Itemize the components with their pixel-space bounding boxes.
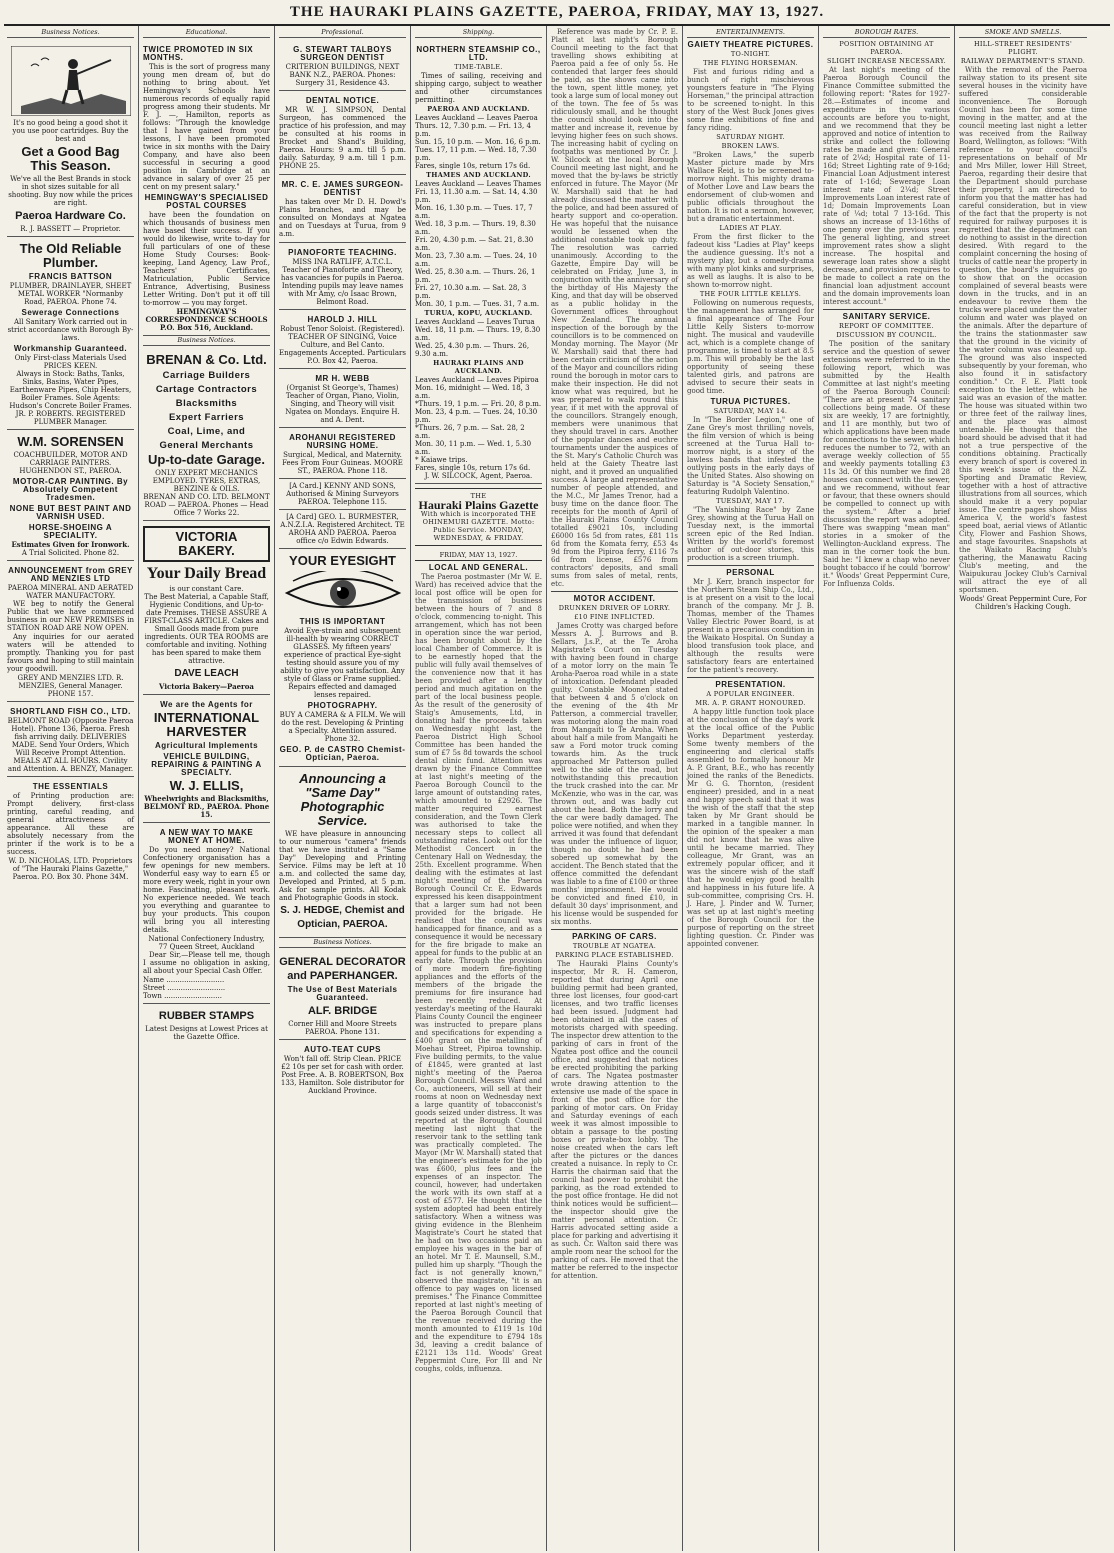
broken-body: "Broken Laws," the superb Master picture made by Mrs Wallace Reid, is to be screened to-morrow night. This mighty drama of Mother Love and Law bears the endorsement of club-women and public officials throughout the nation. It is not a sermon, however, but a dramatic entertainment. bbox=[687, 151, 814, 223]
harvester: INTERNATIONAL HARVESTER bbox=[153, 710, 260, 739]
bakery-heading: VICTORIA BAKERY. bbox=[143, 526, 270, 562]
divider bbox=[823, 309, 950, 310]
route-4-row: Mon. 16, midnight — Wed. 18, 3 a.m. bbox=[415, 384, 530, 400]
parking-sub2: PARKING PLACE ESTABLISHED. bbox=[555, 951, 674, 959]
twice-body: This is the sort of progress many young men dream of, but do nothing to bring about. Yet Hemingway's Schools have numerous records of equally rapid progress among their students. Mr F. J. —, Hamilton, reports as follows: "Through the knowledge that I have gained from your lessons, I have been promoted twice in six months with the Dairy Company, and have also been successful in securing a good position in Cambridge at an advance in salary of over 25 per cent on my present salary." bbox=[143, 63, 270, 191]
eye-icon bbox=[283, 571, 403, 615]
slight-heading: SLIGHT INCREASE NECESSARY. bbox=[826, 57, 947, 65]
ad-bakery bbox=[143, 521, 270, 695]
ad-plumber bbox=[7, 237, 134, 430]
brenan-addr: BRENAN AND CO. LTD. BELMONT ROAD — PAEROA. Phones — Head Office 7 Works 22. bbox=[143, 493, 270, 517]
general-decorator: GENERAL DECORATOR and PAPERHANGER. bbox=[279, 956, 406, 982]
sanitary-body: The position of the sanitary service and the question of sewer extensions were referred to in the following report, which was submitted by the Health Committee at last night's meeting of the Paeroa Borough Council: "There are at present 74 sanitary collections being made. Of these six are weekly, 17 are fortnightly, and 11 are monthly, but two of which applications have been made for connections to the sewer, which reduces the number to 72, with an average weekly collection of 55 and weekly payments totalling £3 11s 3d. Of this number we find 28 houses can connect with the sewer, and we recommend, without fear or favour, that these owners should be compelled to connect up with the system." After a brief discussion the report was adopted. There was swapping "mean man" stories in a smoker of the Wellington-Auckland express. The man in the corner took the bun. Said he: "I knew a chap who never bought tobacco if he could 'borrow' it." Woods' Great Peppermint Cure, For Influenza Colds. bbox=[823, 340, 950, 588]
ad-hill bbox=[279, 310, 406, 369]
bridge-name: ALF. BRIDGE bbox=[307, 1005, 378, 1017]
ad-kenny bbox=[279, 479, 406, 510]
plumber-heading: The Old Reliable Plumber. bbox=[19, 241, 122, 270]
broken-heading: BROKEN LAWS. bbox=[721, 142, 780, 150]
fish-desc: BELMONT ROAD (Opposite Paeroa Hotel). Phone 136, Paeroa. Fresh fish arriving daily. DELIVERIES MADE. Send Your Orders, Which Will Receive Prompt Attention. MEALS AT ALL HOURS. Civility and Attention. A. BENZY, Manager. bbox=[7, 717, 134, 773]
route-1-heading: PAEROA AND AUCKLAND. bbox=[427, 105, 530, 113]
paper-sub: With which is incorporated THE OHINEMURI GAZETTE. Motto: Public Service. MONDAY, WEDNESDAY, & FRIDAY. bbox=[420, 510, 537, 542]
masthead bbox=[4, 0, 1110, 26]
route-2-row: Leaves Auckland — Leaves Thames bbox=[415, 180, 542, 188]
dear-sir: Dear Sir,—Please tell me, though I assume no obligation in asking, all about your Special Cash Offer. bbox=[143, 951, 270, 975]
route-4-row: *Thurs. 19, 1 p.m. — Fri. 20, 8 p.m. bbox=[415, 400, 542, 408]
northern-heading: NORTHERN STEAMSHIP CO., LTD. bbox=[416, 45, 541, 62]
route-4-heading: HAURAKI PLAINS AND AUCKLAND. bbox=[433, 359, 524, 375]
brenan-line-1: Carriage Builders bbox=[162, 370, 251, 381]
ad-eyesight bbox=[279, 549, 406, 767]
national-addr: National Confectionery Industry, 77 Queen Street, Auckland bbox=[148, 935, 265, 951]
ad-james bbox=[279, 175, 406, 243]
ladies-body: From the first flicker to the fadeout kiss "Ladies at Play" keeps the audience guessing. It's not a mystery play, but a comedy-drama with many plot kinks and surprises, as well as laughs. It is also to be shown to-morrow night. bbox=[687, 233, 814, 289]
silcock-sign: J. W. SILCOCK, Agent, Paeroa. bbox=[424, 472, 533, 480]
ad-talboys bbox=[279, 40, 406, 91]
ad-arohanui bbox=[279, 428, 406, 479]
flying-body: Fist and furious riding and a bunch of right mischievous youngsters feature in "The Flying Horseman," the principal attraction to be screened to-night. In this story of the West Buck Jones gives some fine exhibitions of fine and fancy riding. bbox=[687, 68, 814, 132]
announce-heading: ANNOUNCEMENT from GREY AND MENZIES LTD bbox=[8, 566, 133, 583]
horse-shoeing: HORSE-SHOEING A SPECIALITY. bbox=[28, 523, 113, 540]
route-4-row: Mon. 23, 4 p.m. — Tues. 24, 10.30 p.m. bbox=[415, 408, 538, 424]
ad-confectionery bbox=[143, 823, 270, 1004]
hunter-illustration-icon bbox=[11, 46, 131, 116]
hedge-sign: S. J. HEDGE, Chemist and Optician, PAEROA. bbox=[280, 905, 405, 930]
good-bag-sub: We've all the Best Brands in stock in shot sizes suitable for all shooting. Buy now while the prices are right. bbox=[8, 175, 133, 207]
ellis-name: W. J. ELLIS, bbox=[169, 778, 244, 793]
trial: A Trial Solicited. Phone 82. bbox=[21, 549, 120, 557]
present-body: A happy little function took place at the conclusion of the day's work at the local office of the Public Works Department yesterday. Some twenty members of the engineering and clerical staffs assembled to formally honour Mr A. P. Grant, B.E., who has recently joined the ranks of the Benedicts. Mr G. G. Thornton, (resident engineer) presided, and in a neat and happy speech said that it was the wish of the staff that the step taken by Mr Grant should be marked in a tangible manner. In the opinion of the speaker a man did not know that he was alive until he became married. They colleague, Mr Grant, was an extremely popular officer, and it was the sincere wish of the staff that he would enjoy good health and happiness in his future life. A sub-committee, comprising Crs. H. J. Hare, J. Pinder and W. Turner, was set up at last night's meeting of the Borough Council for the purpose of reporting on the street lighting question. Cr. Pinder was appointed convener. bbox=[687, 708, 814, 948]
route-1-row: Leaves Auckland — Leaves Paeroa bbox=[415, 114, 538, 122]
discussion-heading: DISCUSSION BY COUNCIL. bbox=[836, 331, 937, 339]
workmanship-desc: Only First-class Materials Used PRICES KEEN. bbox=[14, 354, 127, 370]
paper-title: Hauraki Plains Gazette bbox=[418, 498, 539, 512]
route-3-row: Leaves Auckland — Leaves Turua bbox=[415, 318, 535, 326]
announce-desc: PAEROA MINERAL AND AERATED WATER MANUFACTORY. bbox=[7, 584, 134, 600]
none-but: NONE BUT BEST PAINT AND VARNISH USED. bbox=[9, 504, 132, 521]
route-4-row: Mon. 30, 11 p.m. — Wed. 1, 5.30 a.m. bbox=[415, 440, 532, 456]
ad-hardware bbox=[7, 40, 134, 237]
burmester-card: [A Card] GEO. L. BURMESTER, A.N.Z.I.A. Registered Architect. TE AROHA AND PAEROA. Paeroa office c/o Edwin Edwards. bbox=[280, 513, 405, 545]
ladies-heading: LADIES AT PLAY. bbox=[719, 224, 782, 232]
tuesday-body: "The Vanishing Race" by Zane Grey, showing at the Turua Hall on Tuesday next, is the immortal screen epic of the Red Indian. Written by the world's foremost author of out-door stories, this production is a screen triumph. bbox=[687, 506, 814, 562]
ad-essentials bbox=[7, 777, 134, 884]
parking-sub: TROUBLE AT NGATEA. bbox=[572, 942, 657, 950]
sewerage-desc: All Sanitary Work carried out in strict accordance with Borough By-laws. bbox=[7, 318, 134, 342]
divider bbox=[687, 677, 814, 678]
ad-simpson bbox=[279, 91, 406, 175]
hill-heading: HAROLD J. HILL bbox=[307, 315, 378, 324]
hemingway-addr: HEMINGWAY'S CORRESPONDENCE SCHOOLS P.O. Box 516, Auckland. bbox=[145, 307, 268, 332]
twice-heading: TWICE PROMOTED IN SIX MONTHS. bbox=[143, 45, 254, 62]
ad-piano bbox=[279, 243, 406, 310]
column-1 bbox=[3, 26, 139, 1551]
implements: Agricultural Implements bbox=[154, 741, 259, 750]
arohanui-body: Surgical, Medical, and Maternity. Fees From Four Guineas. MOORE ST., PAEROA. Phone 118. bbox=[282, 451, 403, 475]
ad-autoteat bbox=[279, 1040, 406, 1098]
column-3 bbox=[275, 26, 411, 1551]
webb-body: (Organist St George's, Thames) Teacher of Organ, Piano, Violin, Singing, and Theory will visit Ngatea on Mondays. Enquire H. and A. Dent. bbox=[285, 384, 400, 424]
sorensen-desc: COACHBUILDER, MOTOR AND CARRIAGE PAINTERS. HUGHENDON ST., PAEROA. bbox=[13, 451, 128, 475]
garage-body: ONLY EXPERT MECHANICS EMPLOYED. TYRES, EXTRAS, BENZINE & OILS. bbox=[152, 469, 261, 493]
report-heading: REPORT OF COMMITTEE. bbox=[839, 322, 934, 330]
smoke-body: With the removal of the Paeroa railway station to its present site several houses in the vicinity have suffered considerable inconvenience. The Borough Council has been for some time moving in the matter, and at the council meeting last night a letter was received from the Railway Board, Wellington, as follows: "With reference to your council's representations on behalf of Mr and Mrs Miller, lower Hill Street, Paeroa, regarding their desire that the Department should purchase their property, I am directed to inform you that the matter has had careful consideration, but in view of the fact that the property is not required for railway purposes it is regretted that the department can do nothing to assist in the direction desired. With regard to the complaint concerning the hosing of trucks of cattle near the property in question, the board's inquiries go to show that on the occasion complained of several beasts were down in the trucks, and in an endeavour to revive them the trucks were placed under the water column and water was played on the animals. After the departure of the trains the stationmaster saw that the ground in the vicinity of the water column was cleaned up. The ground was also inspected subsequently by your foreman, who also found it in satisfactory condition." Cr. F. E. Platt took exception to the letter, which he said was an evasion of the matter. The house was situated within two or three feet of the railway lines, and the place was almost untenable. He thought that the board should be advised that it had not a true perspective of the conditions obtaining. Practically every branch of sport is covered in this week's issue of the N.Z. Sporting and Dramatic Review, together with a host of attractive illustrations from all sources, which should make it a very popular issue. The centre pages show Miss America V, the world's fastest speed boat, aerial views of Atlantic City, Flower and Fashion Shows, and stage favourites. Snapshots at the Waikato Racing Club's gathering, the Manawatu Racing Club's meeting, and the Waipukurau Jockey Club's Carnival will attract the eye of all sportsmen. bbox=[959, 66, 1087, 594]
col-head-8: SMOKE AND SMELLS. bbox=[959, 28, 1087, 38]
col-head-2: Educational. bbox=[143, 28, 270, 38]
route-2-row: Wed. 18, 3 p.m. — Thurs. 19, 8.30 a.m. bbox=[415, 220, 536, 236]
rubber-sub: Latest Designs at Lowest Prices at the Gazette Office. bbox=[145, 1025, 268, 1041]
turua-heading: TURUA PICTURES. bbox=[710, 397, 791, 406]
col-head-6: ENTERTAINMENTS. bbox=[687, 28, 814, 38]
garage-heading: Up-to-date Garage. bbox=[147, 452, 265, 467]
biz-notices-3: Business Notices. bbox=[279, 938, 406, 948]
sameday-body: WE have pleasure in announcing to our numerous "camera" friends that we have instituted a "Same Day" Developing and Printing Service. Films may be left at 10 a.m. and collected the same day, Developed and Printed, at 5 p.m. Ask for sample prints. All Kodak and Photographic Goods in stock. bbox=[279, 830, 406, 902]
good-bag-heading: Get a Good Bag This Season. bbox=[21, 144, 120, 173]
brenan-line-5: Coal, Lime, and bbox=[167, 426, 246, 437]
route-3-row: Wed. 25, 4.30 p.m. — Thurs. 26, 9.30 a.m. bbox=[415, 342, 530, 358]
route-4-row: Leaves Auckland — Leaves Pipiroa bbox=[415, 376, 539, 384]
column-6 bbox=[683, 26, 819, 1551]
plumber-desc: PLUMBER, DRAINLAYER, SHEET METAL WORKER "Normanby Road, PAEROA. Phone 74. bbox=[9, 282, 132, 306]
saturday-night: SATURDAY NIGHT. bbox=[716, 133, 785, 141]
photo-body: BUY A CAMERA & A FILM. We will do the rest. Developing & Printing a Specialty. Attention assured. Phone 32. bbox=[279, 711, 406, 743]
tonight: TO-NIGHT. bbox=[730, 50, 771, 58]
motor-sub2: £10 FINE INFLICTED. bbox=[574, 613, 655, 621]
agents: We are the Agents for bbox=[160, 700, 253, 709]
sameday-heading: Announcing a "Same Day" Photographic Service. bbox=[299, 771, 386, 828]
brenan-heading: BRENAN & Co. Ltd. bbox=[146, 352, 267, 367]
motorcar-heading: MOTOR-CAR PAINTING. By Absolutely Competent Tradesmen. bbox=[12, 477, 129, 502]
ad-grey-menzies bbox=[7, 561, 134, 702]
route-3-row: Wed. 18, 11 p.m. — Thurs. 19, 8.30 a.m. bbox=[415, 326, 541, 342]
ad-webb bbox=[279, 369, 406, 428]
talboys-addr: CRITERION BUILDINGS, NEXT BANK N.Z., PAEROA. Phones: Surgery 31, Residence 43. bbox=[285, 63, 400, 87]
piano-heading: PIANOFORTE TEACHING. bbox=[288, 248, 397, 257]
talboys-heading: G. STEWART TALBOYS SURGEON DENTIST bbox=[293, 45, 392, 62]
announce-body: WE beg to notify the General Public that we have commenced business in our NEW PREMISES in STATION ROAD ARE NOW OPEN. bbox=[7, 600, 134, 632]
autoteat-body: Won't fall off. Strip Clean. PRICE £2 10s per set for cash with order. Post Free. A. B. ROBERTSON, Box 133, Hamilton. Sole distributor for Auckland Province. bbox=[280, 1055, 405, 1095]
motor-sub: DRUNKEN DRIVER OF LORRY. bbox=[558, 604, 671, 612]
present-sub2: MR. A. P. GRANT HONOURED. bbox=[695, 699, 806, 707]
sewerage-heading: Sewerage Connections bbox=[21, 308, 120, 317]
ad-burmester bbox=[279, 510, 406, 549]
hardware-name: Paeroa Hardware Co. bbox=[15, 210, 126, 222]
route-4-row: * Kaiawe trips. bbox=[415, 456, 468, 464]
bridge-body: Corner Hill and Moore Streets PAEROA. Phone 131. bbox=[288, 1020, 397, 1036]
rubber-heading: RUBBER STAMPS bbox=[158, 1010, 255, 1022]
parking-heading: PARKING OF CARS. bbox=[572, 932, 657, 941]
turua-body: In "The Border Legion," one of Zane Grey's most thrilling novels, the film version of which is being screened at the Turua Hall to-morrow night, is a story of the lawless bands that infested the outlying posts in the early days of the United States. Also showing on Saturday is "A Society Sensation," featuring Rudolph Valentino. bbox=[687, 416, 814, 496]
divider bbox=[687, 565, 814, 566]
route-2-row: Fri. 27, 10.30 a.m. — Sat. 28, 3 p.m. bbox=[415, 284, 527, 300]
ad-sorensen bbox=[7, 430, 134, 561]
gaiety-heading: GAIETY THEATRE PICTURES. bbox=[687, 40, 814, 49]
four-body: Following on numerous requests, the management has arranged for a final appearance of The Four Little Kelly Sisters to-morrow night. The musical and vaudeville act, which is a complete change of programme, is timed to start at 8.5 p.m. This will probably be the last opportunity of seeing these talented girls, and patrons are advised to secure their seats in good time. bbox=[687, 299, 814, 395]
column-2 bbox=[139, 26, 275, 1551]
divider bbox=[551, 929, 678, 930]
form-street[interactable]: Street .......................... bbox=[143, 984, 226, 992]
parking-body: The Hauraki Plains County's inspector, Mr R. H. Cameron, reported that during April one building permit had been granted, three lost licenses, four good-cart licenses, and two traffic licenses had been issued. Judgment had been obtained in all the cases of motorists charged with speeding. The inspector drew attention to the parking of cars in front of the Ngatea post office and the council office, and suggested that notices be erected prohibiting the parking of cars. The Ngatea postmaster wrote drawing attention to the extensive use made of the space in front of the post office for the parking of motor cars. On Friday and Saturday evenings of each week it was almost impossible to obtain a passage to the posting boxes or private-box lobby. The noise created when the cars left after the pictures or the dances created a nuisance. In reply to Cr. Harris the chairman said that the council had power to prohibit the parking, as the road extended to the post office frontage. He did not think notices would be sufficient—the inspector should give the matter personal attention. Cr. Harris advocated setting aside a place for parking and advertising it as such. Cr. Walton said there was ample room near the school for the parking of cars. He moved that the matter be referred to the inspector for attention. bbox=[551, 960, 678, 1280]
position-heading: POSITION OBTAINING AT PAEROA. bbox=[839, 40, 934, 56]
route-4-row: Fares, single 10s, return 17s 6d. bbox=[415, 464, 531, 472]
sanitary-heading: SANITARY SERVICE. bbox=[842, 312, 931, 321]
form-town[interactable]: Town .......................... bbox=[143, 992, 222, 1000]
tuesday-date: TUESDAY, MAY 17. bbox=[716, 497, 785, 505]
hardware-proprietor: R. J. BASSETT — Proprietor. bbox=[20, 225, 121, 233]
webb-heading: MR H. WEBB bbox=[315, 374, 370, 383]
motor-body: James Crotty was charged before Messrs A. J. Burrows and B. Sellars, J.s.P., at the Te Aroha Magistrate's Court on Tuesday with having been found in charge of a motor lorry on the main Te Aroha-Paeroa road while in a state of intoxication. Defendant pleaded guilty. Constable Moonen stated that between 4 and 5 o'clock on the evening of the 4th Mr Patterson, a commercial traveller, was motoring along the main road from Mangaiti to Te Aroha. When about half a mile from Mangaiti he saw a Ford motor truck coming towards him. As the truck approached Mr Patterson pulled well to the side of the road, but notwithstanding this precaution the truck crashed into the car. Mr McKenzie, who was in the car, was thrown out, and was badly cut about the head. Both the lorry and the car were badly damaged. The police were notified, and when they arrived it was found that defendant was under the influence of liquor, though no doubt he had been sobered up somewhat by the accident. The Bench stated that the offence committed the defendant was liable to a fine of £100 or three months' imprisonment. He would be convicted and fined £10, in default 30 days' imprisonment, and his license would be suspended for six months. bbox=[551, 622, 679, 926]
local-general-body: The Paeroa postmaster (Mr W. E. Ward) has received advice that the local post office will be open for the transmission of business between the hours of 7 and 8 o'clock, commencing to-night. This arrangement, which has not been in operation since the war period, has been brought about by the local Chamber of Commerce. It is to be earnestly hoped that the public will fully avail themselves of the convenience now that it has been provided after a lengthy period and much agitation on the part of the local business people. As the result of the generosity of Staig's Amusements, Ltd, in donating half the proceeds taken on Wednesday night last, the Paeroa District High School Committee has been handed the sum of £7 5s 8d towards the school dental clinic fund. Attention was drawn by the Finance Committee at last night's meeting of the Paeroa Borough Council to the large amount of outstanding rates, which amounted to £2926. The matter required earnest consideration, and the Town Clerk was authorised to take the necessary steps to collect all outstanding rates. Look out for the Methodist Concert in the Centenary Hall on Wednesday, the 25th. Excellent programme. When dealing with the estimates at last night's meeting of the Paeroa Borough Council Cr. E. Edwards expressed his keen disappointment that a larger sum had not been provided for the brigade. He realised that the council was handicapped for finance, and as a consequence it would be necessary for the fire brigade to make an appeal for funds to the public at an early date. Through the provision of more modern fire-fighting appliances and the efforts of the members of the brigade the premiums for fire insurance had been recently reduced. At yesterday's meeting of the Hauraki Plains County Council the engineer was instructed to prepare plans and specifications for expending a £400 grant on the metalling of Moehau Street, Pipiroa township. Five building permits, to the value of £1845, were granted at last night's meeting of the Paeroa Borough Council. Messrs Ward and Co., auctioneers, will sell at their rooms at noon on Wednesday next a large quantity of tobacconist's goods seized under distress. It was reported at the Borough Council meeting last night that the reservoir tank to the settling tank was practically completed. The Mayor (Mr W. Marshall) stated that the engineer's estimate for the job was £600, plus fees and the expenses of an inspector. The council, however, had undertaken the work with its own staff at a cost of £577. He thought that the system adopted had been entirely satisfactory. When a witness was giving evidence in the Blenheim Magistrate's Court he stated that he had on two occasions paid an employee his wages in the bar of an hotel. Mr T. E. Maunsell, S.M., pulled him up sharply. "Though the fact is not generally known," observed the magistrate, "it is an offence to pay wages on licensed premises." The Finance Committee reported at last night's meeting of the Paeroa Borough Council that the revenue received during the month amounted to £119 1s 10d and the expenditure to £794 18s 3d, leaving a credit balance of £2121 13s 11d. Woods' Great Peppermint Cure, For Ill and Nr coughs, colds, influenza. bbox=[415, 573, 542, 1373]
sorensen-name: W.M. SORENSEN bbox=[17, 434, 124, 449]
ad-sameday bbox=[279, 767, 406, 938]
turua-date: SATURDAY, MAY 14. bbox=[713, 407, 788, 415]
piano-body: MISS INA RATLIFF, A.T.C.L. Teacher of Pianoforte and Theory, has vacancies for pupils in Paeroa. Intending pupils may leave names with Mr Amy, c/o Isaac Brown, Belmont Road. bbox=[280, 258, 405, 306]
fish-heading: SHORTLAND FISH CO., LTD. bbox=[10, 707, 131, 716]
simpson-body: MR W. J. SIMPSON, Dental Surgeon, has commenced the practice of his profession, and may be consulted at his rooms in Brocket and Shand's Building, Paeroa. Hours: 9 a.m. till 5 p.m. daily. Saturday, 9 a.m. till 1 p.m. PHONE 25. bbox=[279, 106, 406, 170]
essentials-desc: of Printing production are: Prompt delivery, first-class printing, careful reading, and general attractiveness of appearance. All these are absolutely necessary from the printer if the work is to be a success. bbox=[7, 792, 134, 856]
ellis-sub: Wheelwrights and Blacksmiths, BELMONT RD., PAEROA. Phone 15. bbox=[143, 794, 270, 819]
flying-heading: THE FLYING HORSEMAN. bbox=[703, 59, 798, 67]
inquiries: Any inquiries for our aerated waters will be attended to promptly. Thanking you for past favours and hoping to still maintain your goodwill. bbox=[7, 633, 134, 673]
bakery-body: The Best Material, a Capable Staff, Hygienic Conditions, and Up-to-date Premises. THESE ASSURE A FIRST-CLASS ARTICLE. Cakes and Small Goods made from pure ingredients. OUR TEA ROOMS are comfortable and inviting. Nothing has been spared to make them attractive. bbox=[144, 593, 269, 665]
col-head-1: Business Notices. bbox=[7, 28, 134, 38]
hemingway-body: have been the foundation on which thousands of business men have based their success. If you would do likewise, write to-day for full particulars of one of these Home Study Courses: Book-keeping, Land Agency, Law Prof., Teachers' Certificates, Matriculation, Public Service Entrance, Advertising, Business Letter Writing. Don't put it off till to-morrow — you may forget. bbox=[143, 211, 270, 307]
column-5 bbox=[547, 26, 683, 1551]
rates-body: At last night's meeting of the Paeroa Borough Council the Finance Committee submitted the following report: "Rates for 1927-28.—Estimates of income and expenditure in the various accounts are before you to-night, and we recommend that they be approved and notice of intention to strike and collect the following rates be made and given: General rate of 2¼d; Hospital rate of 11-16d; Street Lighting rate of 9-16d; Financial Loan Adjustment interest rate of 1-16d; Sewerage Loan interest rate of 2¼d; Street Improvements Loan interest rate of 1d; Domain Improvements Loan rate of ¼d; total 7 13-16d. This shows an increase of 13-16ths of one penny over the previous year. The general lighting, and street improvement rates show a slight increase. The hospital and sewerage loan rates show a slight decrease, and provision requires to be made to collect a rate on the financial loan adjustment account and the domain improvements loan interest account." bbox=[823, 66, 950, 306]
plumber-name: FRANCIS BATTSON bbox=[28, 272, 113, 281]
dave-leach: DAVE LEACH bbox=[174, 668, 239, 679]
personal-body: Mr J. Kerr, branch inspector for the Northern Steam Ship Co., Ltd., is at present on a visit to the local branch of the company. Mr J. B. Thomas, member of the Thames Valley Electric Power Board, is at present in a precarious condition in the Waikato Hospital. On Sunday a blood transfusion took place, and although the results were satisfactory fears are entertained for the patient's recovery. bbox=[687, 578, 814, 674]
biz-notices-2: Business Notices. bbox=[143, 336, 270, 346]
route-2-row: Wed. 25, 8.30 a.m. — Thurs. 26, 1 p.m. bbox=[415, 268, 536, 284]
estimates: Estimates Given for Ironwork. bbox=[11, 540, 130, 549]
column-8 bbox=[955, 26, 1091, 1551]
materials: The Use of Best Materials Guaranteed. bbox=[287, 985, 398, 1002]
ad-rubber-stamps bbox=[143, 1004, 270, 1044]
route-2-row: Mon. 16, 1.30 p.m. — Tues. 17, 7 a.m. bbox=[415, 204, 533, 220]
column-7 bbox=[819, 26, 955, 1551]
motor-heading: MOTOR ACCIDENT. bbox=[573, 594, 656, 603]
james-body: has taken over Mr D. H. Dowd's Plains branches, and may be consulted on Mondays at Ngatea and on Tuesdays at Turua, from 9 a.m. bbox=[279, 198, 406, 238]
vehicle-building: VEHICLE BUILDING, REPAIRING & PAINTING A SPECIALTY. bbox=[151, 752, 262, 777]
arohanui-heading: AROHANUI REGISTERED NURSING HOME. bbox=[289, 433, 396, 450]
route-1-row: Fares, single 10s, return 17s 6d. bbox=[415, 162, 531, 170]
castro-sign: GEO. P. de CASTRO Chemist-Optician, Paeroa. bbox=[279, 745, 406, 762]
col-head-4: Shipping. bbox=[415, 28, 542, 38]
route-2-row: Fri. 20, 4.30 p.m. — Sat. 21, 8.30 a.m. bbox=[415, 236, 534, 252]
important-heading: THIS IS IMPORTANT bbox=[299, 617, 386, 626]
grey-sign: GREY AND MENZIES LTD. R. MENZIES, General Manager. PHONE 157. bbox=[17, 674, 124, 698]
ad-northern-steamship bbox=[415, 40, 542, 484]
route-1-row: Tues. 17, 11 p.m. — Wed. 18, 7.30 p.m. bbox=[415, 146, 537, 162]
divider bbox=[551, 591, 678, 592]
ad-brenan bbox=[143, 348, 270, 521]
col-head-3: Professional. bbox=[279, 28, 406, 38]
bread-sub: is our constant Care. bbox=[169, 585, 244, 593]
column-4 bbox=[411, 26, 547, 1551]
timetable-heading: TIME-TABLE. bbox=[454, 63, 503, 71]
dental-heading: DENTAL NOTICE. bbox=[305, 96, 380, 105]
route-2-row: Fri. 13, 11.30 a.m. — Sat. 14, 4.30 p.m. bbox=[415, 188, 538, 204]
timetable-note: Times of sailing, receiving and shipping cargo, subject to weather and other circumstances permitting. bbox=[415, 72, 542, 104]
presentation-heading: PRESENTATION. bbox=[715, 680, 786, 689]
bread-heading: Your Daily Bread bbox=[146, 565, 267, 582]
important-body: Avoid Eye-strain and subsequent ill-health by wearing CORRECT GLASSES. My fifteen years' experience of practical Eye-sight testing should assure you of my ability to give you satisfaction. Any style of Glass or Frame supplied. Repairs effected and damaged lenses repaired. bbox=[280, 627, 405, 699]
route-4-row: *Thurs. 26, 7 p.m. — Sat. 28, 2 a.m. bbox=[415, 424, 525, 440]
four-heading: THE FOUR LITTLE KELLYS. bbox=[699, 290, 802, 298]
nicholas-sign: W. D. NICHOLAS, LTD. Proprietors of "The Hauraki Plains Gazette," Paeroa. P.O. Box 30. Phone 34M. bbox=[8, 857, 133, 881]
eyesight-heading: YOUR EYESIGHT bbox=[289, 553, 396, 568]
dateline: FRIDAY, MAY 13, 1927. bbox=[415, 550, 542, 561]
woods-footer: Woods' Great Peppermint Cure, For Children's Hacking Cough. bbox=[959, 595, 1087, 611]
route-1-row: Sun. 15, 10 p.m. — Mon. 16, 6 p.m. bbox=[415, 138, 541, 146]
brenan-line-6: General Merchants bbox=[159, 440, 254, 451]
brenan-line-3: Blacksmiths bbox=[175, 398, 238, 409]
hill-st-heading: HILL-STREET RESIDENTS' PLIGHT. bbox=[973, 40, 1073, 56]
railway-heading: RAILWAY DEPARTMENT'S STAND. bbox=[960, 57, 1086, 65]
ad-fish bbox=[7, 702, 134, 777]
paper-masthead bbox=[415, 488, 542, 546]
form-name[interactable]: Name .......................... bbox=[143, 976, 225, 984]
newway-body: Do you need money? National Confectionery organisation has a few openings for new members. Wonderful easy way to earn £5 or more every week, right in your own home. Fascinating, pleasant work. No experience needed. We teach you everything and guarantee to buy your products. This coupon will bring you all interesting details. bbox=[143, 846, 270, 934]
roberts-sign: JR. P. ROBERTS. REGISTERED PLUMBER Manager. bbox=[15, 410, 126, 426]
brenan-line-2: Cartage Contractors bbox=[155, 384, 258, 395]
columns bbox=[3, 26, 1111, 1551]
photo-heading: PHOTOGRAPHY. bbox=[307, 701, 378, 710]
route-3-heading: TURUA, KOPU, AUCKLAND. bbox=[424, 309, 533, 317]
stock-list: Always in Stock: Baths, Tanks, Sinks, Basins, Water Pipes, Earthenware Pipes, Chip Heaters, Boiler Frames. Sole Agents: Hudson's Concrete Boiler Frames. bbox=[9, 370, 132, 410]
hill-body: Robust Tenor Soloist. (Registered). TEACHER OF SINGING, Voice Culture, and Bel Canto. Engagements Accepted. Particulars P.O. Box 42, Paeroa. bbox=[279, 325, 406, 365]
workmanship-heading: Workmanship Guaranteed. bbox=[13, 344, 128, 353]
kenny-card: [A Card.] KENNY AND SONS, Authorised & Mining Surveyors PAEROA. Telephone 115. bbox=[286, 482, 399, 506]
hemingway-heading: HEMINGWAY'S SPECIALISED POSTAL COURSES bbox=[144, 193, 269, 210]
route-2-row: Mon. 23, 7.30 a.m. — Tues. 24, 10 a.m. bbox=[415, 252, 537, 268]
dave-sub: Victoria Bakery—Paeroa bbox=[159, 682, 254, 691]
hunter-text: It's no good being a good shot it you use poor cartridges. Buy the best and bbox=[12, 119, 129, 143]
james-heading: MR. C. E. JAMES SURGEON-DENTIST bbox=[281, 180, 404, 197]
personal-heading: PERSONAL bbox=[726, 568, 775, 577]
brenan-line-4: Expert Farriers bbox=[168, 412, 245, 423]
route-1-row: Thurs. 12, 7.30 p.m. — Fri. 13, 4 p.m. bbox=[415, 122, 531, 138]
col-head-7: BOROUGH RATES. bbox=[823, 28, 950, 38]
paper-the: THE bbox=[470, 492, 487, 500]
present-sub: A POPULAR ENGINEER. bbox=[706, 690, 795, 698]
local-general-heading: LOCAL AND GENERAL. bbox=[428, 563, 529, 572]
autoteat-heading: AUTO-TEAT CUPS bbox=[304, 1045, 381, 1054]
ad-bridge bbox=[279, 950, 406, 1040]
route-2-row: Mon. 30, 1 p.m. — Tues. 31, 7 a.m. bbox=[415, 300, 540, 308]
col5-body: Reference was made by Cr. P. E. Platt at last night's Borough Council meeting to the fact that travelling shows exhibiting at Paeroa paid a fee of only 5s. He contended that larger fees should be paid, as the shows came into the town, spent little money, yet took a large sum of local money out of the town. The fee of 5s was ridiculously small, and he thought the council should look into the matter and increase it, revenue by levying higher fees on such shows. The increasing habit of cycling on footpaths was mentioned by Cr. J. W. Silcock at the local Borough Council meeting last night, and he moved that the by-laws be strictly enforced in future. The Mayor (Mr W. Marshall) said that he had already discussed the matter with the police, and had been assured of hearty support and co-operation. He was hopeful that the nuisance would be lessened when the additional constable took up duty. The resolution was carried unanimously. According to the Gazette, Empire Day will be celebrated on Friday, June 3, in conjunction with the anniversary of the birthday of His Majesty the King, and that day will be observed as a public holiday in the Government offices throughout New Zealand. The annual inspection of the borough by the councillors is to be commenced on Monday morning. The Mayor (Mr W. Marshall) said that there had been certain criticism of the action of the Mayor and councillors riding round the borough in motor cars to make their inspection. He did not know what was required, but he was prepared to walk round this year, if it met with the approval of the councillors. Strangely enough, members were unanimous that they should travel in cars. Another of the popular dances and euchre tournaments under the auspices of the St. Mary's Catholic Church was held at the Gaiety Theatre last night, and it proved an unqualified success. A large and representative number of people attended, and the M.C., Mr James Trenor, had a busy time on the dance floor. The receipts for the month of April of the Hauraki Plains County Council totalled £9021 10s, including £6000 16s 5d from rates, £81 11s 6d from the Komata ferry, £53 4s 9d from the Pipiroa ferry, £116 7s 6d from license, £576 from contractors' deposits, and small sums from sales of metal, rents, etc. bbox=[551, 28, 678, 588]
ad-hemingway bbox=[143, 40, 270, 336]
ad-harvester bbox=[143, 695, 270, 823]
masthead-title: THE HAURAKI PLAINS GAZETTE, PAEROA, FRIDAY, MAY 13, 1927. bbox=[289, 3, 825, 20]
newway-heading: A NEW WAY TO MAKE MONEY AT HOME. bbox=[159, 828, 254, 845]
route-2-heading: THAMES AND AUCKLAND. bbox=[426, 171, 531, 179]
essentials-heading: THE ESSENTIALS bbox=[32, 782, 109, 791]
